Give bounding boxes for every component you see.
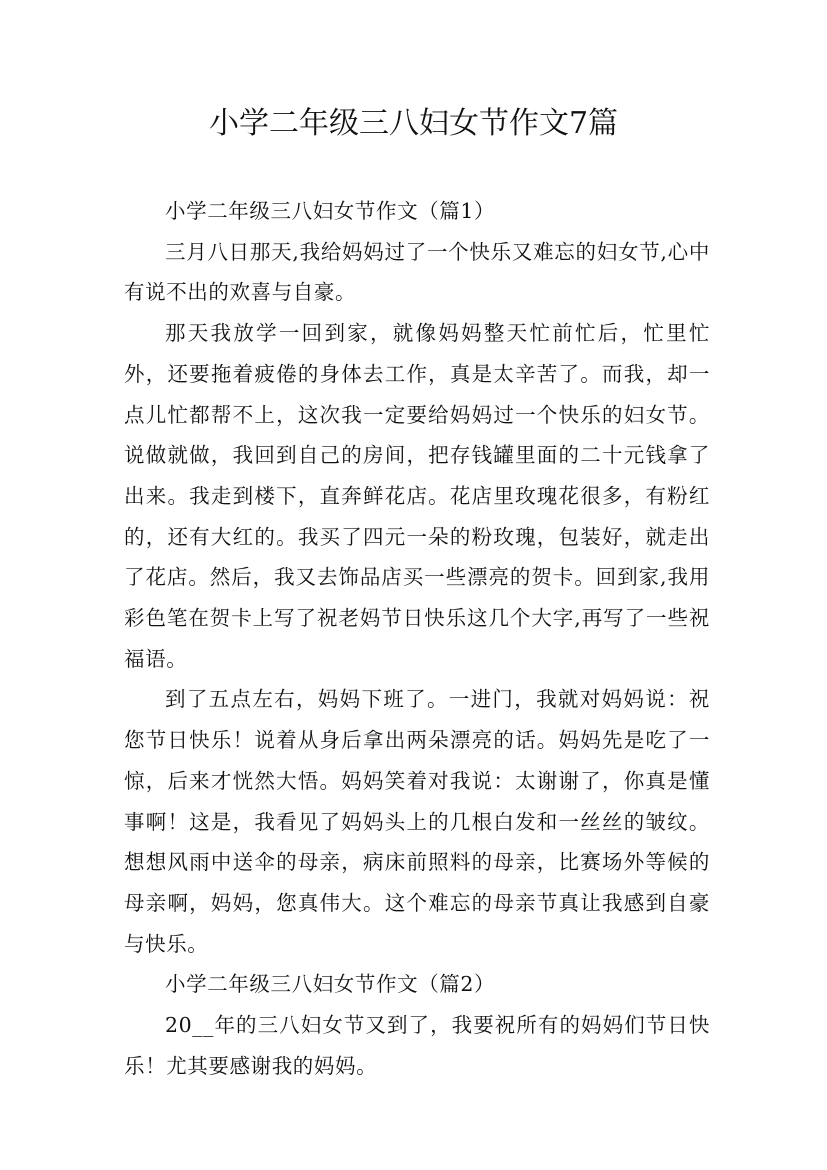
paragraph: 三月八日那天,我给妈妈过了一个快乐又难忘的妇女节,心中有说不出的欢喜与自豪。 <box>124 239 710 305</box>
paragraph: 那天我放学一回到家，就像妈妈整天忙前忙后，忙里忙外，还要拖着疲倦的身体去工作，真是太辛苦了。而我，却一点儿忙都帮不上，这次我一定要给妈妈过一个快乐的妇女节。说做就做，我回到自己的房间，把存钱罐里面的二十元钱拿了出来。我走到楼下，直奔鲜花店。花店里玫瑰花很多，有粉红的，还有大红的。我买了四元一朵的粉玫瑰，包装好，就走出了花店。然后，我又去饰品店买一些漂亮的贺卡。回到家,我用彩色笔在贺卡上写了祝老妈节日快乐这几个大字,再写了一些祝福语。 <box>124 321 710 671</box>
document-title: 小学二年级三八妇女节作文7篇 <box>208 106 619 141</box>
document-body <box>124 191 710 1086</box>
essay-heading-2: 小学二年级三八妇女节作文（篇2） <box>165 972 496 997</box>
essay-heading-1: 小学二年级三八妇女节作文（篇1） <box>165 199 496 223</box>
paragraph: 到了五点左右，妈妈下班了。一进门，我就对妈妈说：祝您节日快乐！说着从身后拿出两朵漂亮的话。妈妈先是吃了一惊，后来才恍然大悟。妈妈笑着对我说：太谢谢了，你真是懂事啊！这是，我看见了妈妈头上的几根白发和一丝丝的皱纹。想想风雨中送伞的母亲，病床前照料的母亲，比赛场外等候的母亲啊，妈妈，您真伟大。这个难忘的母亲节真让我感到自豪与快乐。 <box>124 687 710 956</box>
paragraph: 20__年的三八妇女节又到了，我要祝所有的妈妈们节日快乐！尤其要感谢我的妈妈。 <box>124 1013 710 1078</box>
